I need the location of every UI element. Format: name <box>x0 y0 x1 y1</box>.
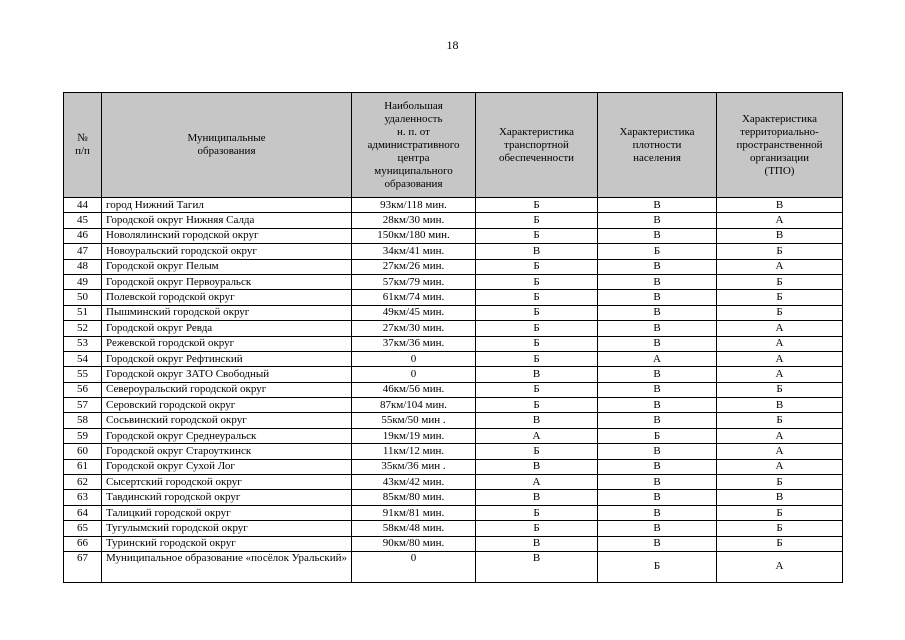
table-row <box>64 521 843 536</box>
header-municipality-label: Муниципальные образования <box>187 132 266 157</box>
cell-transport: Б <box>476 259 598 274</box>
cell-num: 56 <box>64 382 102 397</box>
cell-num: 58 <box>64 413 102 428</box>
table-row <box>64 321 843 336</box>
cell-tpo: А <box>717 551 843 582</box>
cell-name: Тугулымский городской округ <box>102 521 352 536</box>
cell-distance: 55км/50 мин . <box>352 413 476 428</box>
cell-tpo: Б <box>717 475 843 490</box>
cell-density: В <box>598 274 717 289</box>
table-row <box>64 398 843 413</box>
table-row <box>64 505 843 520</box>
cell-name: Городской округ Рефтинский <box>102 351 352 366</box>
cell-transport: А <box>476 475 598 490</box>
cell-distance: 37км/36 мин. <box>352 336 476 351</box>
cell-num: 55 <box>64 367 102 382</box>
table-row <box>64 290 843 305</box>
cell-transport: Б <box>476 336 598 351</box>
cell-distance: 0 <box>352 551 476 582</box>
cell-density: В <box>598 305 717 320</box>
cell-name: Новоуральский городской округ <box>102 244 352 259</box>
cell-name: Полевской городской округ <box>102 290 352 305</box>
cell-transport: В <box>476 551 598 582</box>
cell-density: В <box>598 475 717 490</box>
cell-density: В <box>598 198 717 213</box>
cell-num: 64 <box>64 505 102 520</box>
table-row <box>64 198 843 213</box>
municipalities-table <box>63 92 843 583</box>
cell-name: Сосьвинский городской округ <box>102 413 352 428</box>
cell-tpo: А <box>717 367 843 382</box>
cell-name: Новолялинский городской округ <box>102 228 352 243</box>
cell-num: 48 <box>64 259 102 274</box>
header-distance-label: Наибольшая удаленность н. п. от административного центра муниципального образования <box>367 99 460 190</box>
cell-transport: В <box>476 413 598 428</box>
cell-transport: В <box>476 459 598 474</box>
cell-tpo: В <box>717 228 843 243</box>
cell-num: 44 <box>64 198 102 213</box>
cell-name: Серовский городской округ <box>102 398 352 413</box>
cell-density: В <box>598 444 717 459</box>
cell-tpo: Б <box>717 305 843 320</box>
table-body <box>64 198 843 583</box>
cell-num: 62 <box>64 475 102 490</box>
cell-transport: Б <box>476 213 598 228</box>
cell-tpo: Б <box>717 382 843 397</box>
cell-distance: 49км/45 мин. <box>352 305 476 320</box>
cell-name: Городской округ Среднеуральск <box>102 428 352 443</box>
cell-distance: 34км/41 мин. <box>352 244 476 259</box>
table-row <box>64 259 843 274</box>
cell-num: 66 <box>64 536 102 551</box>
cell-distance: 85км/80 мин. <box>352 490 476 505</box>
table-row <box>64 444 843 459</box>
table-row <box>64 213 843 228</box>
header-num <box>64 93 102 198</box>
cell-num: 53 <box>64 336 102 351</box>
cell-density: В <box>598 505 717 520</box>
cell-transport: В <box>476 490 598 505</box>
cell-name: Городской округ Староуткинск <box>102 444 352 459</box>
page-number: 18 <box>446 38 459 52</box>
cell-tpo: А <box>717 459 843 474</box>
cell-name: Городской округ Сухой Лог <box>102 459 352 474</box>
cell-name: Североуральский городской округ <box>102 382 352 397</box>
cell-name: Режевской городской округ <box>102 336 352 351</box>
cell-density: В <box>598 459 717 474</box>
cell-distance: 87км/104 мин. <box>352 398 476 413</box>
header-transport <box>476 93 598 198</box>
cell-distance: 27км/30 мин. <box>352 321 476 336</box>
cell-density: В <box>598 521 717 536</box>
table-row <box>64 551 843 582</box>
cell-density: В <box>598 413 717 428</box>
cell-tpo: Б <box>717 413 843 428</box>
cell-transport: Б <box>476 382 598 397</box>
cell-name: Городской округ Нижняя Салда <box>102 213 352 228</box>
cell-num: 59 <box>64 428 102 443</box>
cell-density: В <box>598 490 717 505</box>
table-row <box>64 536 843 551</box>
cell-transport: Б <box>476 521 598 536</box>
cell-transport: Б <box>476 321 598 336</box>
header-density-label: Характеристика плотности населения <box>619 125 695 164</box>
cell-tpo: Б <box>717 274 843 289</box>
cell-num: 47 <box>64 244 102 259</box>
cell-num: 67 <box>64 551 102 582</box>
table-row <box>64 244 843 259</box>
cell-num: 52 <box>64 321 102 336</box>
cell-tpo: Б <box>717 521 843 536</box>
header-tpo <box>717 93 843 198</box>
cell-name: Городской округ Первоуральск <box>102 274 352 289</box>
cell-tpo: А <box>717 213 843 228</box>
table-row <box>64 413 843 428</box>
cell-transport: Б <box>476 198 598 213</box>
cell-distance: 19км/19 мин. <box>352 428 476 443</box>
cell-num: 54 <box>64 351 102 366</box>
cell-tpo: В <box>717 490 843 505</box>
cell-distance: 93км/118 мин. <box>352 198 476 213</box>
cell-density: В <box>598 398 717 413</box>
table-row <box>64 351 843 366</box>
cell-distance: 43км/42 мин. <box>352 475 476 490</box>
cell-distance: 91км/81 мин. <box>352 505 476 520</box>
cell-transport: В <box>476 367 598 382</box>
table-row <box>64 367 843 382</box>
cell-distance: 35км/36 мин . <box>352 459 476 474</box>
cell-density: В <box>598 213 717 228</box>
cell-distance: 28км/30 мин. <box>352 213 476 228</box>
cell-density: В <box>598 259 717 274</box>
cell-distance: 0 <box>352 367 476 382</box>
cell-density: А <box>598 351 717 366</box>
cell-name: Талицкий городской округ <box>102 505 352 520</box>
cell-num: 63 <box>64 490 102 505</box>
cell-density: В <box>598 321 717 336</box>
cell-name: Городской округ Пелым <box>102 259 352 274</box>
table-row <box>64 428 843 443</box>
table-row <box>64 336 843 351</box>
cell-transport: Б <box>476 398 598 413</box>
cell-distance: 27км/26 мин. <box>352 259 476 274</box>
cell-num: 50 <box>64 290 102 305</box>
table-row <box>64 228 843 243</box>
cell-name: Городской округ Ревда <box>102 321 352 336</box>
cell-num: 65 <box>64 521 102 536</box>
cell-tpo: В <box>717 198 843 213</box>
cell-distance: 11км/12 мин. <box>352 444 476 459</box>
cell-transport: Б <box>476 505 598 520</box>
header-tpo-label: Характеристика территориально- пространственной организации (ТПО) <box>736 112 823 177</box>
cell-num: 61 <box>64 459 102 474</box>
cell-distance: 150км/180 мин. <box>352 228 476 243</box>
table-row <box>64 382 843 397</box>
cell-distance: 46км/56 мин. <box>352 382 476 397</box>
cell-name: Пышминский городской округ <box>102 305 352 320</box>
cell-num: 57 <box>64 398 102 413</box>
cell-num: 60 <box>64 444 102 459</box>
cell-name: Тавдинский городской округ <box>102 490 352 505</box>
cell-tpo: А <box>717 428 843 443</box>
cell-distance: 61км/74 мин. <box>352 290 476 305</box>
cell-name: Сысертский городской округ <box>102 475 352 490</box>
cell-transport: Б <box>476 305 598 320</box>
header-distance <box>352 93 476 198</box>
cell-distance: 58км/48 мин. <box>352 521 476 536</box>
cell-distance: 90км/80 мин. <box>352 536 476 551</box>
cell-density: В <box>598 336 717 351</box>
cell-density: Б <box>598 551 717 582</box>
cell-transport: В <box>476 536 598 551</box>
cell-tpo: Б <box>717 536 843 551</box>
cell-name: Туринский городской округ <box>102 536 352 551</box>
header-density <box>598 93 717 198</box>
cell-tpo: В <box>717 398 843 413</box>
cell-num: 45 <box>64 213 102 228</box>
cell-tpo: А <box>717 444 843 459</box>
header-num-label: № п/п <box>75 132 90 157</box>
cell-distance: 57км/79 мин. <box>352 274 476 289</box>
cell-num: 51 <box>64 305 102 320</box>
header-transport-label: Характеристика транспортной обеспеченности <box>498 125 575 164</box>
cell-density: В <box>598 228 717 243</box>
table-row <box>64 475 843 490</box>
cell-tpo: Б <box>717 244 843 259</box>
cell-transport: Б <box>476 444 598 459</box>
table-row <box>64 490 843 505</box>
cell-tpo: А <box>717 321 843 336</box>
table-row <box>64 274 843 289</box>
cell-name: Муниципальное образование «посёлок Уральский» <box>102 551 352 582</box>
cell-tpo: А <box>717 351 843 366</box>
cell-density: В <box>598 367 717 382</box>
cell-distance: 0 <box>352 351 476 366</box>
cell-transport: А <box>476 428 598 443</box>
table-row <box>64 305 843 320</box>
cell-density: В <box>598 290 717 305</box>
cell-transport: В <box>476 244 598 259</box>
cell-transport: Б <box>476 351 598 366</box>
table-row <box>64 459 843 474</box>
cell-density: В <box>598 536 717 551</box>
cell-density: В <box>598 382 717 397</box>
cell-transport: Б <box>476 274 598 289</box>
header-municipality <box>102 93 352 198</box>
cell-tpo: А <box>717 336 843 351</box>
cell-transport: Б <box>476 228 598 243</box>
cell-name: Городской округ ЗАТО Свободный <box>102 367 352 382</box>
cell-density: Б <box>598 244 717 259</box>
cell-transport: Б <box>476 290 598 305</box>
cell-density: Б <box>598 428 717 443</box>
cell-num: 49 <box>64 274 102 289</box>
table-header-row <box>64 93 843 198</box>
cell-tpo: А <box>717 259 843 274</box>
cell-tpo: Б <box>717 290 843 305</box>
cell-num: 46 <box>64 228 102 243</box>
cell-name: город Нижний Тагил <box>102 198 352 213</box>
cell-tpo: Б <box>717 505 843 520</box>
